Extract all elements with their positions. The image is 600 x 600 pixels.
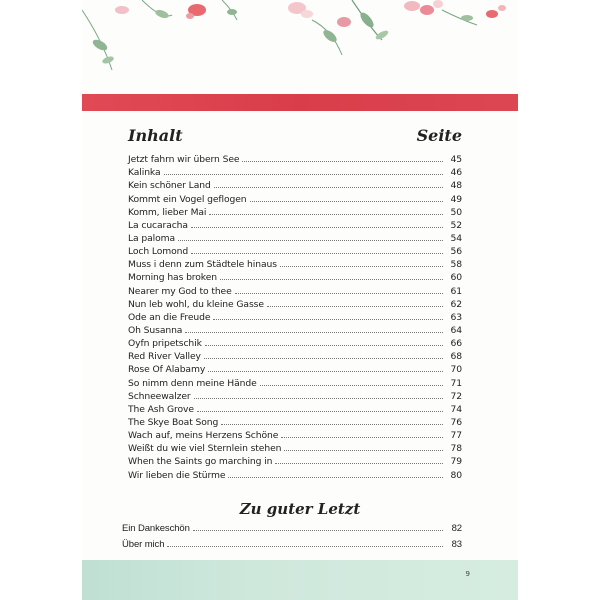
entry-page-number: 61 — [450, 285, 462, 297]
entry-page-number: 66 — [450, 338, 462, 350]
toc-entry — [128, 218, 462, 231]
entry-page-number: 71 — [450, 377, 462, 389]
dot-leader — [214, 187, 443, 188]
entry-title: La cucaracha — [128, 219, 188, 231]
dot-leader — [191, 253, 443, 254]
dot-leader — [281, 437, 443, 438]
entry-title: Nun leb wohl, du kleine Gasse — [128, 298, 264, 310]
entry-page-number: 62 — [450, 298, 462, 310]
toc-entry — [128, 349, 462, 362]
dot-leader — [250, 201, 443, 202]
entry-title: Kalinka — [128, 167, 161, 179]
entry-title: Loch Lomond — [128, 246, 189, 258]
page-column-heading: Seite — [416, 126, 462, 145]
page-number: 9 — [465, 570, 470, 578]
toc-entry — [128, 205, 462, 218]
entry-page-number: 45 — [450, 154, 462, 166]
entry-title: Komm, lieber Mai — [128, 206, 207, 218]
entry-title: So nimm denn meine Hände — [128, 377, 257, 389]
entry-title: The Ash Grove — [128, 403, 194, 415]
dot-leader — [205, 345, 443, 346]
entry-page-number: 80 — [450, 469, 462, 481]
entry-page-number: 50 — [450, 206, 462, 218]
entry-page-number: 82 — [451, 523, 462, 534]
dot-leader — [191, 227, 443, 228]
dot-leader — [260, 385, 443, 386]
book-page — [82, 0, 518, 600]
entry-title: Jetzt fahrn wir übern See — [128, 154, 240, 166]
entry-title: Oh Susanna — [128, 324, 183, 336]
entry-page-number: 68 — [450, 351, 462, 363]
entry-page-number: 52 — [450, 219, 462, 231]
toc-entry — [128, 441, 462, 454]
entry-page-number: 46 — [450, 167, 462, 179]
entry-title: Kein schöner Land — [128, 180, 211, 192]
entry-page-number: 48 — [450, 180, 462, 192]
entry-title: La paloma — [128, 232, 175, 244]
dot-leader — [284, 450, 443, 451]
dot-leader — [280, 266, 443, 267]
dot-leader — [221, 424, 443, 425]
entry-page-number: 83 — [451, 539, 462, 550]
toc-entry — [128, 428, 462, 441]
toc-entry — [128, 297, 462, 310]
entry-page-number: 70 — [450, 364, 462, 376]
dot-leader — [228, 477, 443, 478]
toc-entry — [128, 244, 462, 257]
toc-entry — [122, 518, 462, 534]
toc-list — [128, 152, 462, 481]
entry-page-number: 60 — [450, 272, 462, 284]
entry-title: When the Saints go marching in — [128, 456, 273, 468]
toc-entry — [128, 191, 462, 204]
entry-page-number: 64 — [450, 324, 462, 336]
toc-heading: Inhalt — [128, 126, 183, 145]
entry-page-number: 76 — [450, 416, 462, 428]
dot-leader — [194, 398, 443, 399]
toc-entry — [128, 389, 462, 402]
red-header-band — [82, 94, 518, 111]
entry-title: Nearer my God to thee — [128, 285, 232, 297]
dot-leader — [209, 214, 443, 215]
entry-title: Wach auf, meins Herzens Schöne — [128, 430, 279, 442]
entry-page-number: 56 — [450, 246, 462, 258]
dot-leader — [193, 530, 443, 531]
entry-page-number: 54 — [450, 232, 462, 244]
toc-header — [128, 126, 462, 148]
entry-page-number: 58 — [450, 259, 462, 271]
dot-leader — [208, 371, 443, 372]
dot-leader — [178, 240, 443, 241]
toc-entry — [128, 402, 462, 415]
dot-leader — [275, 463, 443, 464]
toc-entry — [128, 270, 462, 283]
entry-title: Ode an die Freude — [128, 311, 211, 323]
dot-leader — [197, 411, 443, 412]
entry-page-number: 49 — [450, 193, 462, 205]
dot-leader — [213, 319, 443, 320]
entry-page-number: 79 — [450, 456, 462, 468]
dot-leader — [164, 174, 443, 175]
toc-entry — [128, 257, 462, 270]
closing-list — [122, 518, 462, 550]
entry-page-number: 74 — [450, 403, 462, 415]
mint-footer-band — [82, 560, 518, 600]
entry-page-number: 78 — [450, 443, 462, 455]
toc-entry — [128, 178, 462, 191]
toc-entry — [128, 231, 462, 244]
toc-entry — [128, 283, 462, 296]
toc-entry — [128, 362, 462, 375]
entry-title: Muss i denn zum Städtele hinaus — [128, 259, 277, 271]
entry-page-number: 63 — [450, 311, 462, 323]
entry-page-number: 72 — [450, 390, 462, 402]
entry-title: Kommt ein Vogel geflogen — [128, 193, 247, 205]
floral-illustration — [82, 0, 518, 78]
toc-entry — [128, 165, 462, 178]
entry-title: Über mich — [122, 539, 165, 550]
toc-entry — [128, 152, 462, 165]
dot-leader — [204, 358, 443, 359]
toc-entry — [128, 375, 462, 388]
dot-leader — [242, 161, 443, 162]
toc-entry — [128, 415, 462, 428]
entry-page-number: 77 — [450, 430, 462, 442]
toc-entry — [128, 310, 462, 323]
toc-entry — [128, 323, 462, 336]
toc-entry — [122, 534, 462, 550]
toc-entry — [128, 454, 462, 467]
entry-title: Schneewalzer — [128, 390, 191, 402]
toc-entry — [128, 336, 462, 349]
entry-title: Weißt du wie viel Sternlein stehen — [128, 443, 282, 455]
entry-title: Ein Dankeschön — [122, 523, 190, 534]
entry-title: Wir lieben die Stürme — [128, 469, 226, 481]
dot-leader — [220, 279, 443, 280]
closing-heading: Zu guter Letzt — [239, 500, 361, 518]
entry-title: Oyfn pripetschik — [128, 338, 202, 350]
entry-title: The Skye Boat Song — [128, 416, 219, 428]
dot-leader — [235, 293, 443, 294]
entry-title: Red River Valley — [128, 351, 201, 363]
entry-title: Morning has broken — [128, 272, 217, 284]
entry-title: Rose Of Alabamy — [128, 364, 206, 376]
dot-leader — [185, 332, 443, 333]
dot-leader — [267, 306, 443, 307]
toc-entry — [128, 467, 462, 480]
dot-leader — [167, 546, 443, 547]
